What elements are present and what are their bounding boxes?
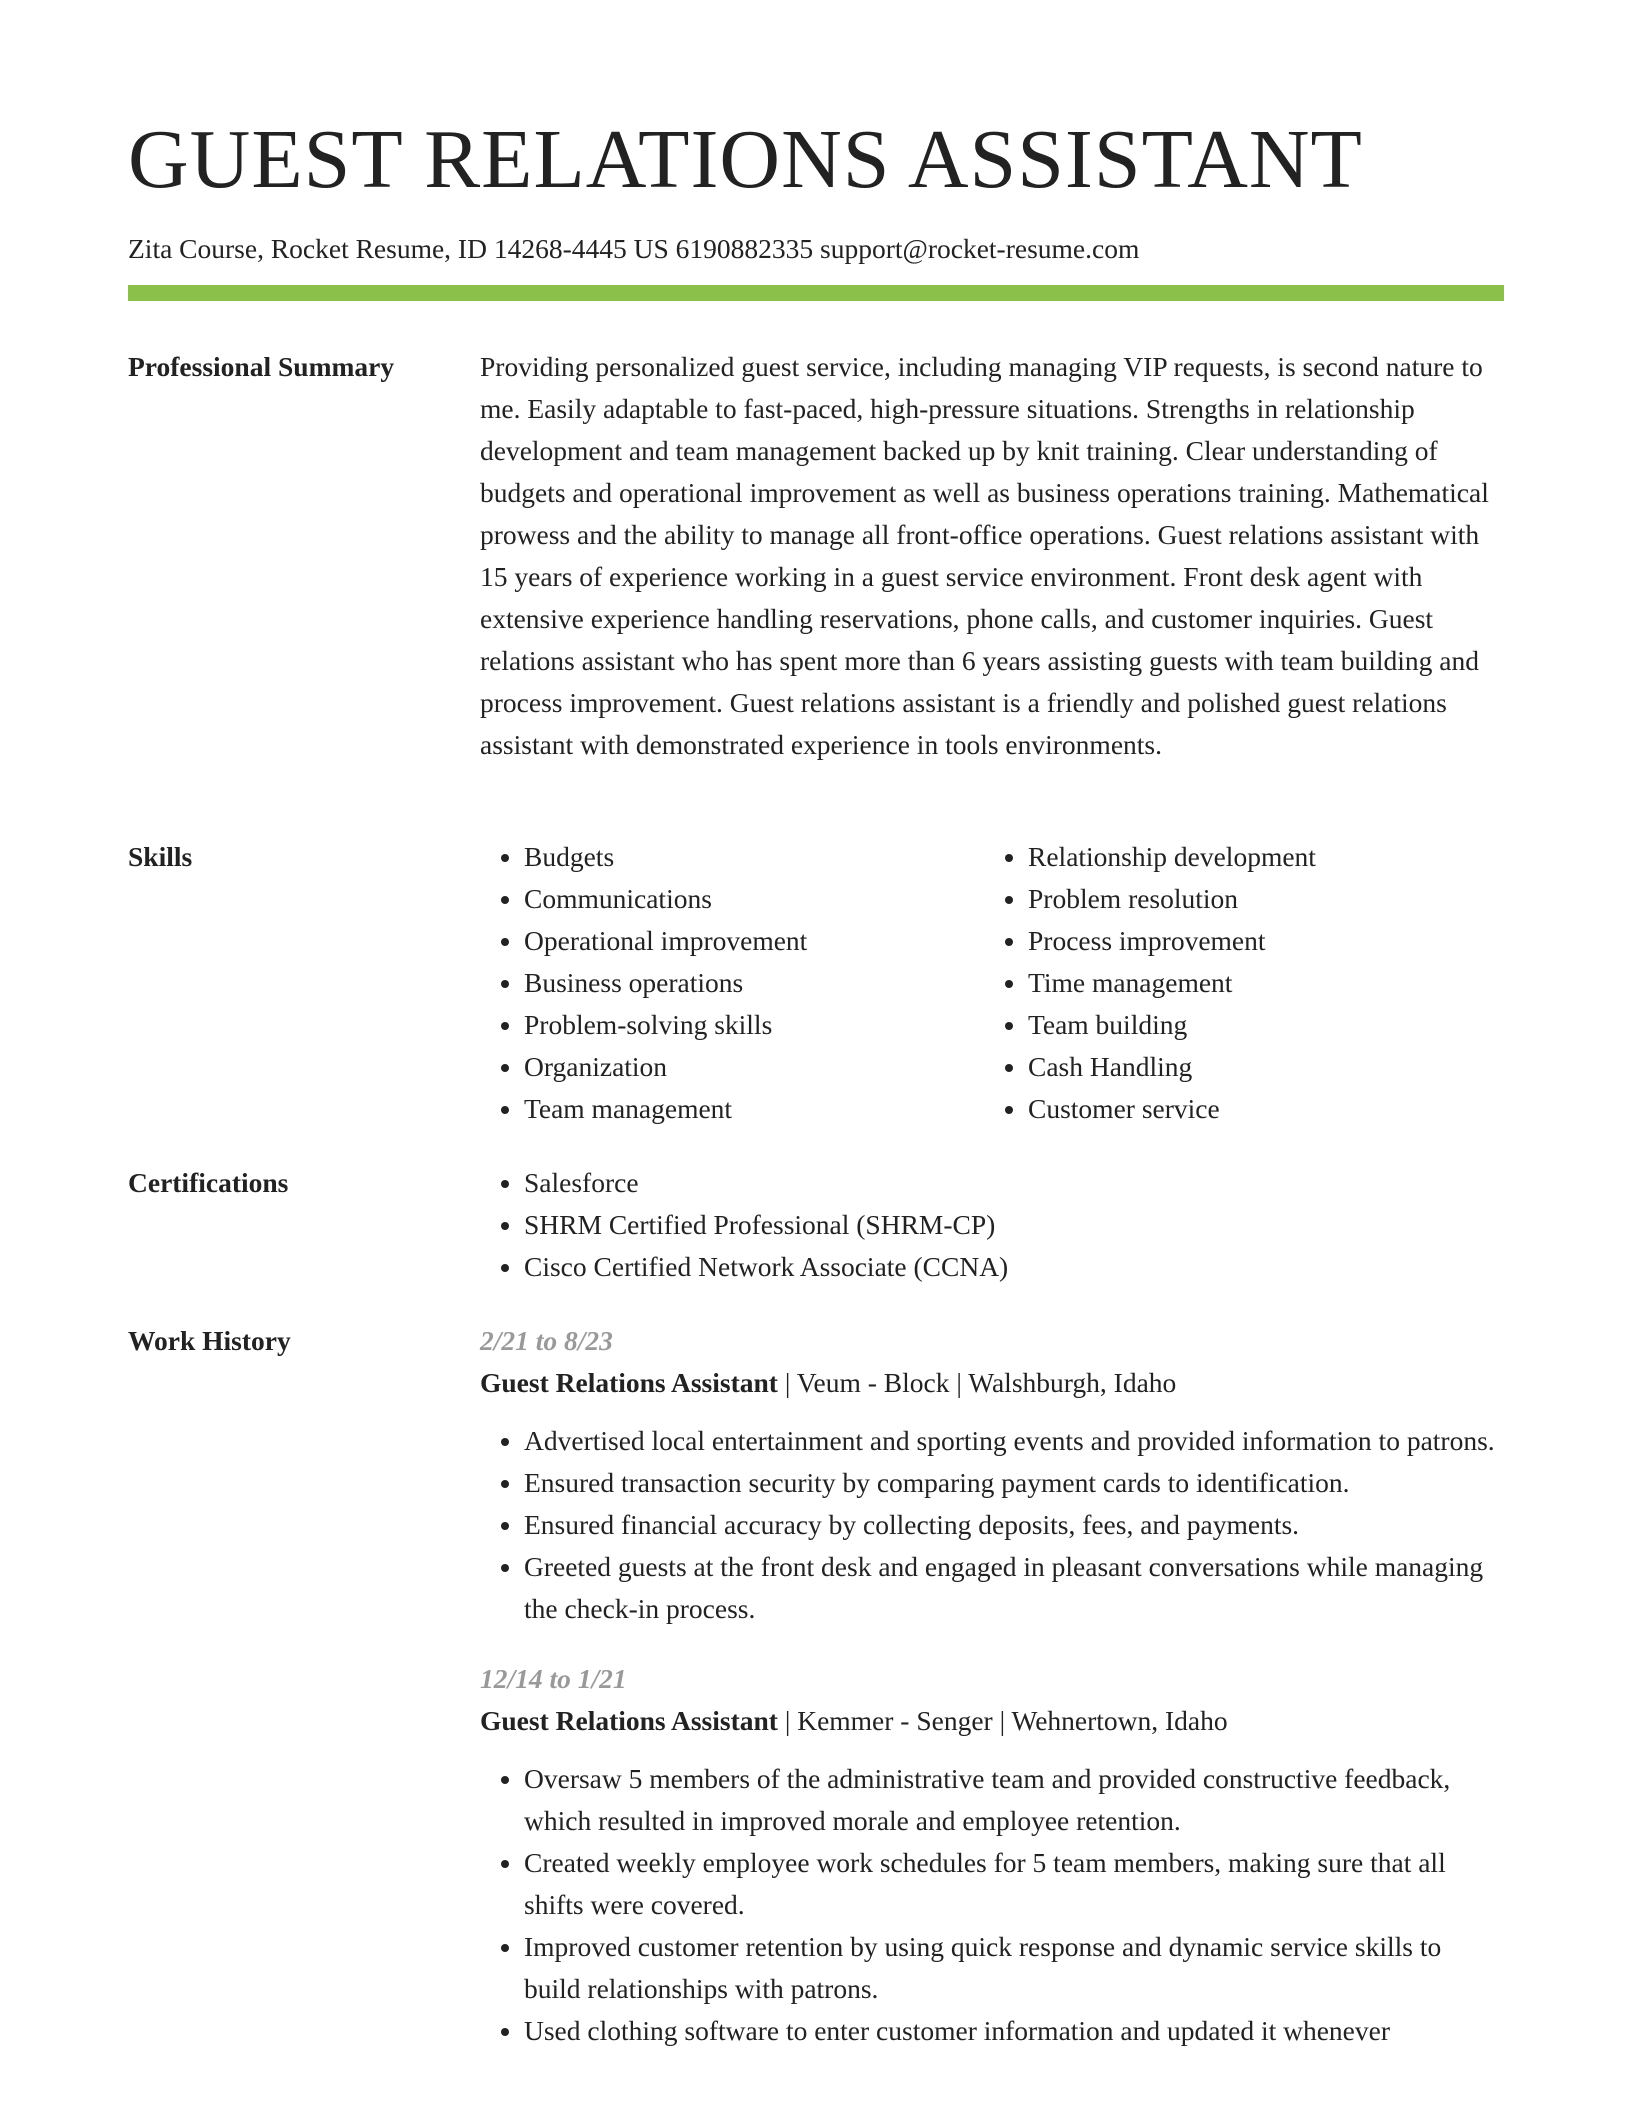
header-divider: [128, 285, 1504, 301]
job-duty: • Ensured transaction security by comparing payment cards to identification.: [524, 1462, 1504, 1504]
skill-item: • Problem-solving skills: [524, 1004, 984, 1046]
certifications-label: Certifications: [128, 1167, 289, 1198]
summary-text: Providing personalized guest service, including managing VIP requests, is second nature to me. Easily adaptable to fast-paced, high-pressure situations. Strengths in relationship development and team management backed up by knit training. Clear understanding of budgets and operational improvement as well as business operations training. Mathematical prowess and the ability to manage all front-office operations. Guest relations assistant with 15 years of experience working in a guest service environment. Front desk agent with extensive experience handling reservations, phone calls, and customer inquiries. Guest relations assistant who has spent more than 6 years assisting guests with team building and process improvement. Guest relations assistant is a friendly and polished guest relations assistant with demonstrated experience in tools environments.: [480, 351, 1489, 760]
skill-item: • Business operations: [524, 962, 984, 1004]
job-entry: [480, 1658, 1504, 2052]
job-entry: [480, 1320, 1504, 1630]
certification-item: • Salesforce: [524, 1162, 1504, 1204]
skills-column-left: [480, 836, 984, 1130]
job-duties: [480, 1420, 1504, 1630]
skill-item: • Process improvement: [1028, 920, 1488, 962]
skill-item: • Team building: [1028, 1004, 1488, 1046]
certifications-body: [480, 1162, 1504, 1288]
job-heading: [480, 1362, 1504, 1404]
summary-body: [480, 346, 1504, 766]
skill-item: • Team management: [524, 1088, 984, 1130]
job-details: | Kemmer - Senger | Wehnertown, Idaho: [777, 1705, 1228, 1736]
skill-item: • Communications: [524, 878, 984, 920]
skill-item: • Cash Handling: [1028, 1046, 1488, 1088]
work-history-label: Work History: [128, 1325, 291, 1356]
skill-item: • Operational improvement: [524, 920, 984, 962]
job-dates: 2/21 to 8/23: [480, 1325, 613, 1356]
skill-item: • Time management: [1028, 962, 1488, 1004]
job-dates: 12/14 to 1/21: [480, 1663, 627, 1694]
certification-item: • Cisco Certified Network Associate (CCNA): [524, 1246, 1504, 1288]
skill-item: • Organization: [524, 1046, 984, 1088]
summary-label: Professional Summary: [128, 351, 395, 382]
job-duty: • Improved customer retention by using quick response and dynamic service skills to build relationships with patrons.: [524, 1926, 1504, 2010]
skill-item: • Relationship development: [1028, 836, 1488, 878]
job-duty: • Used clothing software to enter customer information and updated it whenever: [524, 2010, 1504, 2052]
job-heading: [480, 1700, 1504, 1742]
skill-item: • Customer service: [1028, 1088, 1488, 1130]
job-title: Guest Relations Assistant: [480, 1705, 778, 1736]
skill-item: • Budgets: [524, 836, 984, 878]
job-title: Guest Relations Assistant: [480, 1367, 778, 1398]
job-duty: • Greeted guests at the front desk and engaged in pleasant conversations while managing the check-in process.: [524, 1546, 1504, 1630]
skill-item: • Problem resolution: [1028, 878, 1488, 920]
work-history-body: [480, 1320, 1504, 2052]
resume-title: GUEST RELATIONS ASSISTANT: [128, 113, 1363, 206]
certification-item: • SHRM Certified Professional (SHRM-CP): [524, 1204, 1504, 1246]
job-duty: • Ensured financial accuracy by collecting deposits, fees, and payments.: [524, 1504, 1504, 1546]
job-duty: • Created weekly employee work schedules for 5 team members, making sure that all shifts were covered.: [524, 1842, 1504, 1926]
job-details: | Veum - Block | Walshburgh, Idaho: [777, 1367, 1177, 1398]
job-duty: • Oversaw 5 members of the administrative team and provided constructive feedback, which resulted in improved morale and employee retention.: [524, 1758, 1504, 1842]
skills-body: [480, 836, 1504, 1130]
contact-line: Zita Course, Rocket Resume, ID 14268-4445 US 6190882335 support@rocket-resume.com: [128, 233, 1140, 264]
job-duties: [480, 1758, 1504, 2052]
skills-column-right: [984, 836, 1488, 1130]
skills-label: Skills: [128, 841, 193, 872]
job-duty: • Advertised local entertainment and sporting events and provided information to patrons.: [524, 1420, 1504, 1462]
